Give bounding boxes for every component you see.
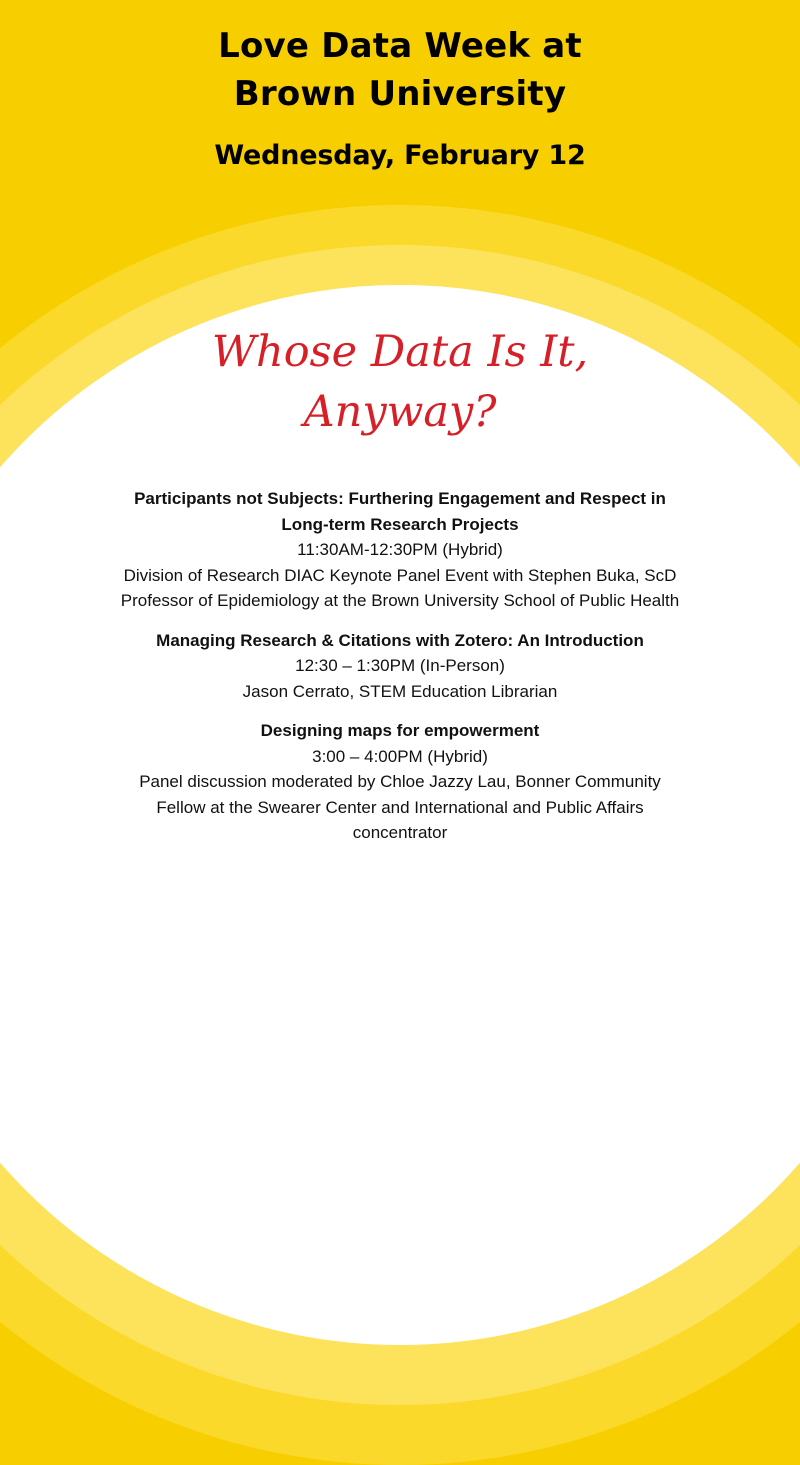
event-description-line-1: Division of Research DIAC Keynote Panel Event with Stephen Buka, ScD [123,565,677,585]
theme-headline-line-2: Anyway? [303,387,497,437]
event-title: Designing maps for empowerment [260,721,540,740]
event-time: 12:30 – 1:30PM (In-Person) [295,656,505,675]
event-date: Wednesday, February 12 [214,140,586,171]
event-title-line-1: Participants not Subjects: Furthering Engagement and Respect in [134,489,666,508]
event-description-line-3: concentrator [352,823,448,842]
event-time: 3:00 – 4:00PM (Hybrid) [312,746,488,766]
flyer-header [0,22,800,171]
event-item [60,628,740,705]
event-list [60,486,740,860]
event-item [60,486,740,614]
event-description-line-1: Panel discussion moderated by Chloe Jazzy Lau, Bonner Community [139,772,661,791]
theme-headline [0,322,800,442]
event-description-line-2: Professor of Epidemiology at the Brown University School of Public Health [120,591,680,610]
event-title: Managing Research & Citations with Zotero: An Introduction [156,630,644,650]
event-time: 11:30AM-12:30PM (Hybrid) [297,540,503,559]
theme-headline-line-1: Whose Data Is It, [211,327,589,377]
event-description: Jason Cerrato, STEM Education Librarian [242,681,558,701]
event-title-line-2: Long-term Research Projects [281,514,519,534]
page-title-line-1: Love Data Week at [218,26,582,66]
event-description-line-2: Fellow at the Swearer Center and International and Public Affairs [156,797,644,817]
event-item [60,718,740,846]
page-title-line-2: Brown University [233,74,567,114]
